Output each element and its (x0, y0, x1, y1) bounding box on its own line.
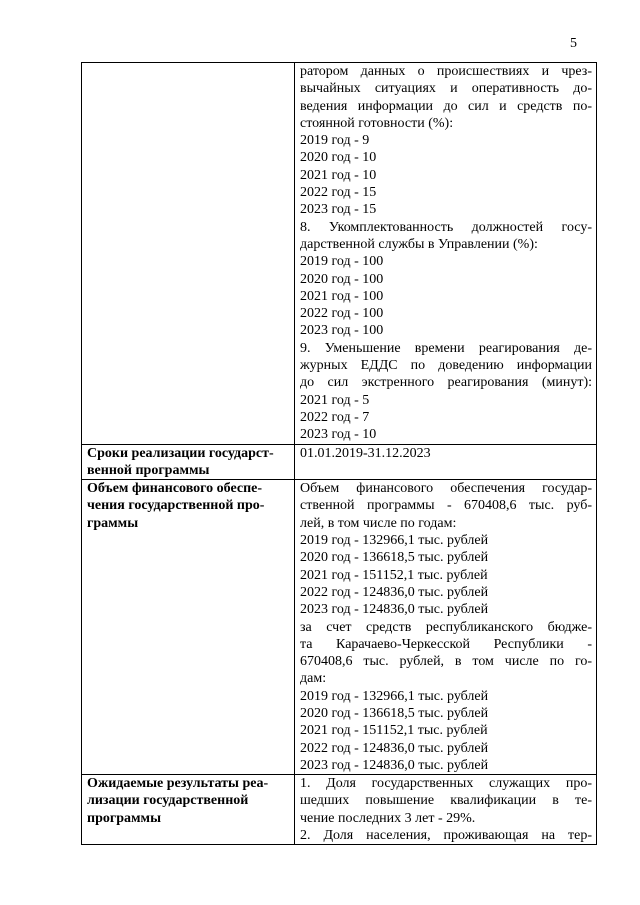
row-content-line: дам: (300, 671, 327, 687)
row-content-line: ведения информации до сил и средств по- (300, 98, 592, 114)
row-content-line: 2023 год - 15 (300, 202, 377, 218)
row-label-cell (82, 444, 295, 480)
row-label-line: граммы (87, 515, 139, 531)
row-content-line: 2021 год - 5 (300, 392, 370, 408)
row-content-line: 2021 год - 100 (300, 288, 384, 304)
row-content-line: лей, в том числе по годам: (300, 515, 457, 531)
row-content-line: 1. Доля государственных служащих про- (300, 776, 592, 792)
row-content-line: 2022 год - 7 (300, 409, 370, 425)
row-content-line: 2020 год - 136618,5 тыс. рублей (300, 705, 489, 721)
passport-table-body (82, 63, 597, 845)
row-label-line: лизации государственной (87, 793, 249, 809)
row-label-line: венной программы (87, 462, 210, 478)
row-content-cell (295, 63, 597, 445)
row-content-line: 2021 год - 151152,1 тыс. рублей (300, 567, 488, 583)
row-content-line: 2020 год - 136618,5 тыс. рублей (300, 550, 489, 566)
row-content-line: чение последних 3 лет - 29%. (300, 810, 476, 826)
row-label-cell (82, 480, 295, 775)
row-content-line: ратором данных о происшествиях и чрез- (300, 64, 592, 79)
row-content-cell (295, 775, 597, 845)
row-label-cell (82, 775, 295, 845)
row-content-line: 2021 год - 151152,1 тыс. рублей (300, 723, 488, 739)
row-content-line: 2022 год - 100 (300, 306, 384, 322)
row-content-line: ственной программы - 670408,6 тыс. руб- (300, 498, 592, 514)
row-label-line: Сроки реализации государст- (87, 445, 274, 461)
implementation-period-row (82, 444, 597, 480)
row-content-line: 2022 год - 124836,0 тыс. рублей (300, 740, 489, 756)
row-content-line: 2021 год - 10 (300, 167, 377, 183)
indicators-continued-row (82, 63, 597, 445)
row-content-line: за счет средств республиканского бюдже- (300, 619, 592, 635)
row-content-line: та Карачаево-Черкесской Республики - (300, 636, 592, 652)
row-label-line: Ожидаемые результаты реа- (87, 776, 269, 792)
row-content-line: 2020 год - 10 (300, 150, 377, 166)
row-content-cell (295, 480, 597, 775)
row-content-line: 2019 год - 9 (300, 133, 370, 149)
row-content-line: 2019 год - 100 (300, 254, 384, 270)
row-content-line: Объем финансового обеспечения государ- (300, 481, 592, 497)
row-content-cell (295, 444, 597, 480)
row-content-line: дарственной службы в Управлении (%): (300, 236, 538, 252)
row-content-line: стоянной готовности (%): (300, 115, 454, 131)
row-content-line: 2022 год - 124836,0 тыс. рублей (300, 584, 489, 600)
row-label-line: программы (87, 810, 161, 826)
row-content-line: 2022 год - 15 (300, 185, 377, 201)
page-number: 5 (570, 36, 577, 51)
row-content-line: шедших повышение квалификации в те- (300, 793, 592, 809)
row-label-line: Объем финансового обеспе- (87, 481, 263, 497)
row-content-line: 670408,6 тыс. рублей, в том числе по го- (300, 654, 592, 670)
row-content-line: 2023 год - 10 (300, 427, 377, 443)
expected-results-row (82, 775, 597, 845)
row-label-cell (82, 63, 295, 445)
row-content-line: 2023 год - 124836,0 тыс. рублей (300, 757, 489, 773)
financing-volume-row (82, 480, 597, 775)
row-content-line: 2023 год - 100 (300, 323, 384, 339)
row-content-line: вычайных ситуациях и оперативность до- (300, 81, 592, 97)
row-content-line: 2. Доля населения, проживающая на тер- (300, 828, 592, 844)
program-passport-table (81, 62, 597, 845)
row-content-line: 2019 год - 132966,1 тыс. рублей (300, 688, 489, 704)
row-content-line: 01.01.2019-31.12.2023 (300, 445, 431, 461)
row-content-line: 2023 год - 124836,0 тыс. рублей (300, 602, 489, 618)
row-content-line: журных ЕДДС по доведению информации (300, 358, 592, 374)
row-content-line: 8. Укомплектованность должностей госу- (300, 219, 592, 235)
row-content-line: 2019 год - 132966,1 тыс. рублей (300, 533, 489, 549)
row-label-line: чения государственной про- (87, 498, 265, 514)
row-content-line: 9. Уменьшение времени реагирования де- (300, 340, 592, 356)
row-content-line: 2020 год - 100 (300, 271, 384, 287)
row-content-line: до сил экстренного реагирования (минут): (300, 375, 592, 391)
